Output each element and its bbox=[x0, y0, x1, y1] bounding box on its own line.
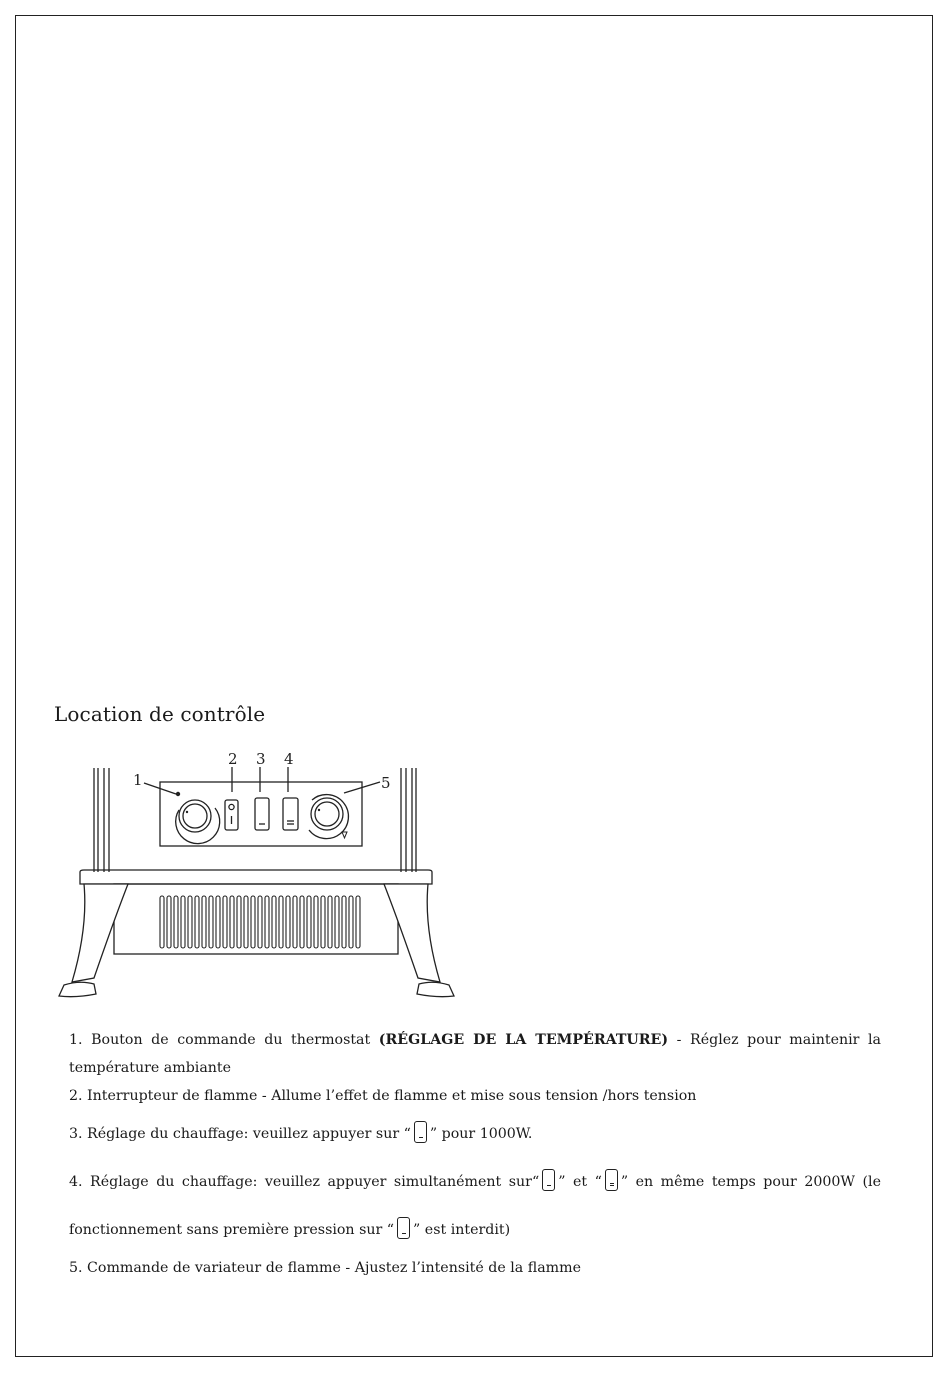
callout-2: 2 bbox=[228, 750, 238, 768]
callout-1: 1 bbox=[133, 771, 143, 789]
callout-5: 5 bbox=[381, 774, 391, 792]
instructions-list bbox=[69, 1026, 881, 1282]
instruction-3-text: 3. Réglage du chauffage: veuillez appuyer sur “ bbox=[69, 1126, 411, 1142]
instruction-4-cont-text: fonctionnement sans première pression sur “ bbox=[69, 1222, 395, 1238]
instruction-3 bbox=[69, 1110, 881, 1158]
section-heading: Location de contrôle bbox=[54, 702, 266, 726]
heat-1000w-key-icon bbox=[414, 1121, 427, 1143]
control-panel-diagram bbox=[54, 748, 464, 1006]
instruction-1 bbox=[69, 1026, 881, 1082]
instruction-4-text: 4. Réglage du chauffage: veuillez appuyer simultanément sur“ bbox=[69, 1174, 540, 1190]
instruction-5: 5. Commande de variateur de flamme - Ajustez l’intensité de la flamme bbox=[69, 1260, 581, 1276]
heat-1000w-key-icon bbox=[542, 1169, 555, 1191]
instruction-4-and: ” et “ bbox=[558, 1174, 602, 1190]
instruction-1-suffix: - Réglez pour maintenir la température ambiante bbox=[69, 1032, 882, 1076]
instruction-2: 2. Interrupteur de flamme - Allume l’effet de flamme et mise sous tension /hors tension bbox=[69, 1088, 697, 1104]
instruction-4-tail: ” en même temps pour 2000W (le bbox=[620, 1174, 881, 1190]
instruction-3-after: ” pour 1000W. bbox=[429, 1126, 533, 1142]
instruction-4-continued bbox=[69, 1206, 881, 1254]
callout-4: 4 bbox=[284, 750, 294, 768]
heat-1000w-key-icon bbox=[397, 1217, 410, 1239]
instruction-1-text: 1. Bouton de commande du thermostat bbox=[69, 1032, 379, 1048]
callout-3: 3 bbox=[256, 750, 266, 768]
heat-2000w-key-icon bbox=[605, 1169, 618, 1191]
instruction-4 bbox=[69, 1158, 881, 1206]
instruction-4-cont-tail: ” est interdit) bbox=[413, 1222, 511, 1238]
instruction-1-bold: (RÉGLAGE DE LA TEMPÉRATURE) bbox=[378, 1032, 669, 1048]
